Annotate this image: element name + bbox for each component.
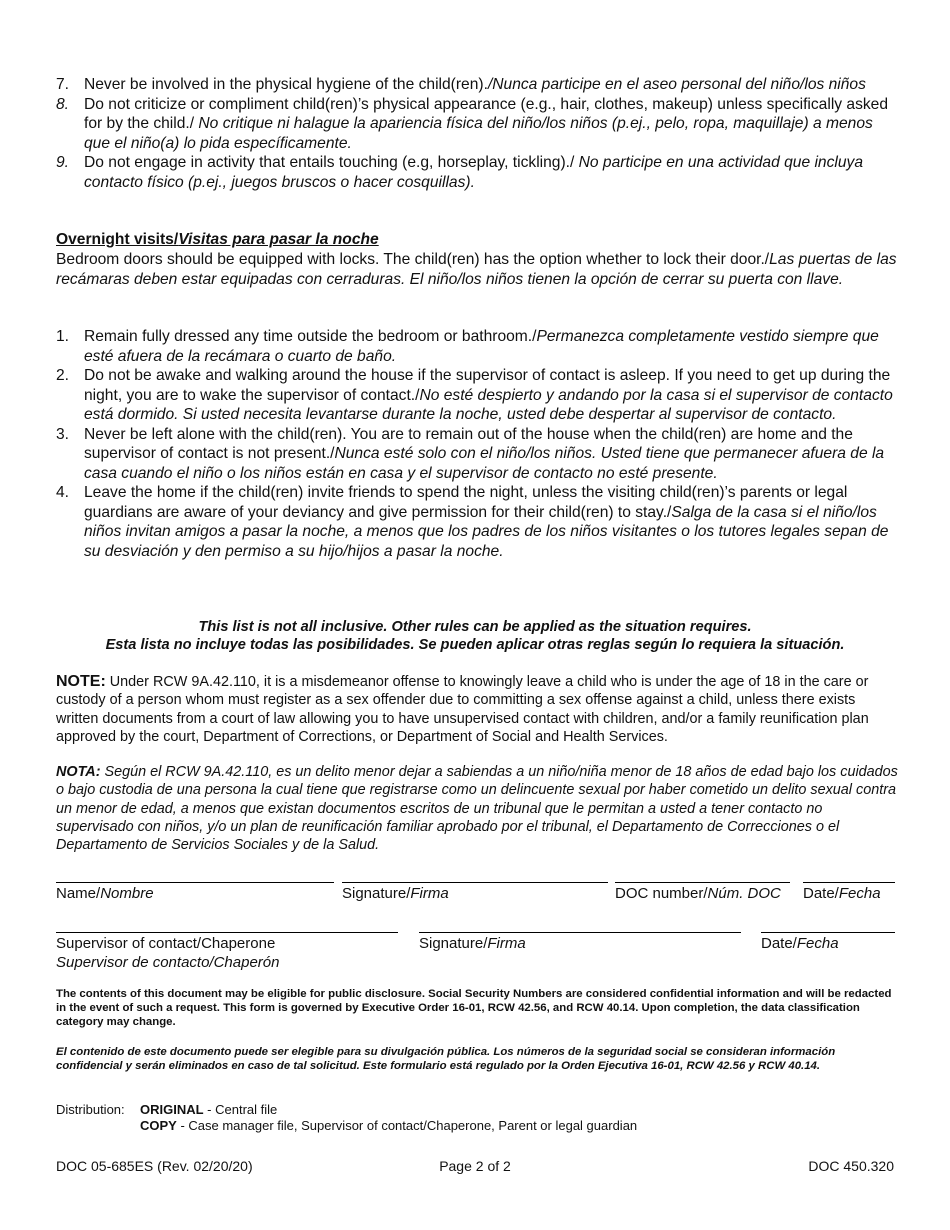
note-english: NOTE: Under RCW 9A.42.110, it is a misdemeanor offense to knowingly leave a child who is under the age of 18 in the care or custody of a person whom must register as a sex offender due to committing a sex offense against a child, unless there exists written documents from a court of law allowing you to have unsupervised contact with children, and/or a family reunification plan approved by the court, Department of Corrections, or Department of Social and Health Services. (56, 673, 869, 745)
section-heading-overnight: Overnight visits/Visitas para pasar la noche (56, 231, 379, 248)
date-label: Date/Fecha (803, 885, 881, 902)
disclosure-notice-en: The contents of this document may be eligible for public disclosure. Social Security Numbers are considered confidential information and will be redacted in the event of such a request. This form is governed by Executive Order 16-01, RCW 42.56, and RCW 40.14. Upon completion, the data classification category may change. (56, 988, 892, 1028)
list-item: 4. Leave the home if the child(ren) invite friends to spend the night, unless the visiting child(ren)’s parents or legal guardians are aware of your deviancy and give permission for their child(ren) to stay./Salga de la casa si el niño/los niños invitan amigos a pasar la noche, a menos que los padres de los niños visitantes o los tutores legales sepan de su desviación y den permiso a su hijo/hijos a pasar la noche. (56, 484, 889, 560)
supervisor-date-line[interactable] (761, 932, 895, 933)
signature-line[interactable] (342, 882, 608, 883)
conduct-rules-list (56, 75, 898, 192)
name-label: Name/Nombre (56, 885, 154, 902)
distribution-copy: COPY - Case manager file, Supervisor of contact/Chaperone, Parent or legal guardian (140, 1118, 638, 1133)
list-item: 2. Do not be awake and walking around the house if the supervisor of contact is asleep. If you need to get up during the night, you are to wake the supervisor of contact./No esté despierto y andando por la casa si el supervisor de contacto está dormido. Si usted necesita levantarse durante la noche, usted debe despertar al supervisor de contacto. (56, 367, 893, 423)
supervisor-sig-line[interactable] (419, 932, 741, 933)
list-item: 1. Remain fully dressed any time outside the bedroom or bathroom./Permanezca completamente vestido siempre que esté afuera de la recámara o cuarto de baño. (56, 328, 879, 365)
note-spanish: NOTA: Según el RCW 9A.42.110, es un delito menor dejar a sabiendas a un niño/niña menor de 18 años de edad bajo los cuidados o bajo custodia de una persona la cual tiene que registrarse como un delincuente sexual por haber cometido un delito sexual contra un menor de edad, a menos que existan documentos escritos de un tribunal que le permitan a usted a tener contacto no supervisado con niños, y/o un plan de reunificación familiar aprobado por el tribunal, el Departamento de Correcciones o el Departamento de Servicios Sociales y de la Salud. (56, 764, 898, 854)
list-item: 8. Do not criticize or compliment child(ren)’s physical appearance (e.g., hair, clothes, makeup) unless specifically asked for by the child./ No critique ni halague la apariencia física del niño/los niños (p.ej., pelo, ropa, maquillaje) a menos que el niño(a) lo pida específicamente. (56, 95, 889, 152)
supervisor-signature-label: Signature/Firma (419, 935, 526, 952)
distribution-label: Distribution: (56, 1102, 125, 1117)
policy-number: DOC 450.320 (808, 1158, 894, 1174)
bedroom-locks-paragraph: Bedroom doors should be equipped with locks. The child(ren) has the option whether to lock their door./Las puertas de las recámaras deben estar equipadas con cerraduras. El niño/los niños tienen la opción de cerrar su puerta con llave. (56, 251, 897, 288)
list-item: 9. Do not engage in activity that entails touching (e.g, horseplay, tickling)./ No participe en una actividad que incluya contacto físico (p.ej., juegos bruscos o hacer cosquillas). (56, 154, 863, 191)
overnight-rules-list (56, 327, 898, 561)
doc-number-label: DOC number/Núm. DOC (615, 885, 781, 902)
list-item: 7. Never be involved in the physical hygiene of the child(ren)./Nunca participe en el aseo personal del niño/los niños (56, 76, 866, 93)
supervisor-signature-line[interactable] (56, 932, 398, 933)
distribution-original: ORIGINAL - Central file (140, 1102, 278, 1117)
form-number: DOC 05-685ES (Rev. 02/20/20) (56, 1158, 253, 1174)
signature-label: Signature/Firma (342, 885, 449, 902)
date-line[interactable] (803, 882, 895, 883)
disclosure-notice-es: El contenido de este documento puede ser elegible para su divulgación pública. Los números de la seguridad social se consideran información confidencial y serán eliminados en caso de tal solicitud. Este formulario está regulado por la Orden Ejecutiva 16-01, RCW 42.56 y RCW 40.14. (56, 1046, 836, 1072)
inclusive-notice-es: Esta lista no incluye todas las posibilidades. Se pueden aplicar otras reglas según lo requiera la situación. (105, 637, 845, 653)
list-item: 3. Never be left alone with the child(ren). You are to remain out of the house when the child(ren) are home and the supervisor of contact is not present./Nunca esté solo con el niño/los niños. Usted tiene que permanecer afuera de la casa cuando el niño o los niños están en casa y el supervisor de contacto no esté presente. (56, 425, 885, 482)
inclusive-notice-en: This list is not all inclusive. Other rules can be applied as the situation requires. (198, 619, 752, 635)
supervisor-date-label: Date/Fecha (761, 935, 839, 952)
doc-number-line[interactable] (615, 882, 790, 883)
name-signature-line[interactable] (56, 882, 334, 883)
page-number: Page 2 of 2 (439, 1158, 511, 1174)
supervisor-label: Supervisor of contact/Chaperone Supervisor de contacto/Chaperón (56, 935, 280, 971)
